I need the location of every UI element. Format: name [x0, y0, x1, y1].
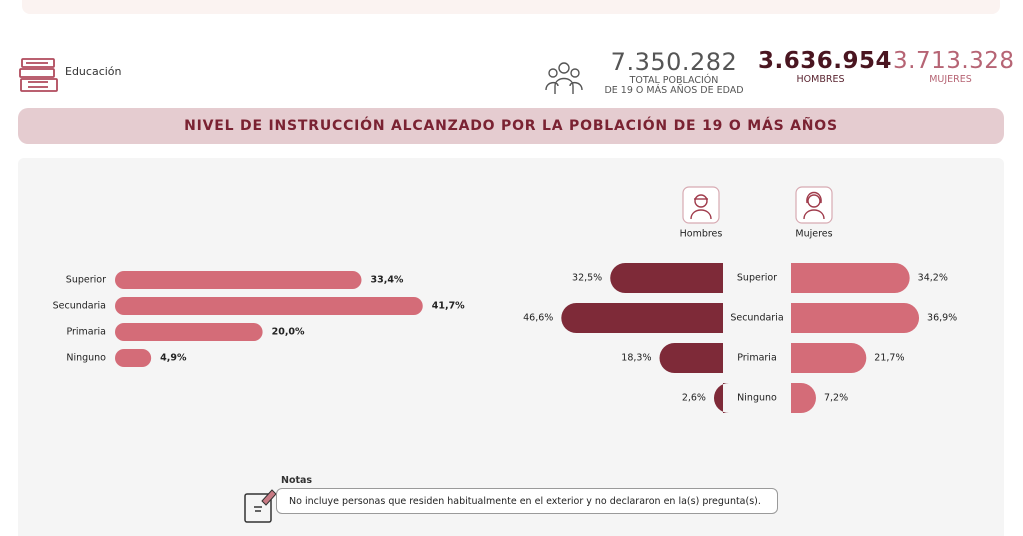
data-label-total-primaria: 20,0%	[271, 326, 305, 338]
bar-mujeres-ninguno	[791, 383, 816, 413]
bar-total-superior	[115, 271, 361, 289]
stat-total-label-2: DE 19 O MÁS AÑOS DE EDAD	[604, 84, 744, 96]
bar-mujeres-superior	[791, 263, 910, 293]
data-label-mujeres-primaria: 21,7%	[874, 352, 905, 364]
notes-box	[276, 488, 778, 514]
category-label-butterfly-ninguno: Ninguno	[737, 392, 777, 404]
bar-total-primaria	[115, 323, 263, 341]
notes-text: No incluye personas que residen habitualmente en el exterior y no declararon en la(s) pregunta(s).	[289, 495, 761, 507]
stat-total-value: 7.350.282	[610, 48, 738, 76]
stat-hombres-value: 3.636.954	[758, 48, 892, 74]
legend-hombres: Hombres	[679, 228, 723, 240]
legend-mujeres: Mujeres	[795, 228, 833, 240]
man-icon-frame	[683, 187, 719, 223]
bar-mujeres-secundaria	[791, 303, 919, 333]
chart-banner-title: NIVEL DE INSTRUCCIÓN ALCANZADO POR LA POBLACIÓN DE 19 O MÁS AÑOS	[184, 118, 838, 134]
stat-total-label-1: TOTAL POBLACIÓN	[629, 75, 719, 86]
bar-hombres-primaria	[659, 343, 723, 373]
category-label-primaria: Primaria	[66, 326, 106, 338]
data-label-mujeres-superior: 34,2%	[917, 272, 948, 284]
stat-mujeres-value: 3.713.328	[893, 48, 1015, 74]
bar-hombres-ninguno	[714, 383, 729, 413]
data-label-total-secundaria: 41,7%	[431, 300, 465, 312]
bar-hombres-secundaria	[561, 303, 723, 333]
category-label-superior: Superior	[65, 274, 106, 286]
category-label-butterfly-secundaria: Secundaria	[730, 312, 784, 324]
category-label-secundaria: Secundaria	[52, 300, 106, 312]
data-label-hombres-primaria: 18,3%	[621, 352, 652, 364]
data-label-mujeres-secundaria: 36,9%	[927, 312, 958, 324]
category-label-ninguno: Ninguno	[66, 352, 106, 364]
category-label-butterfly-superior: Superior	[736, 272, 778, 284]
data-label-hombres-secundaria: 46,6%	[523, 312, 554, 324]
section-label: Educación	[65, 65, 122, 78]
stat-hombres-label: HOMBRES	[796, 74, 845, 85]
data-label-total-superior: 33,4%	[370, 274, 404, 286]
data-label-mujeres-ninguno: 7,2%	[823, 392, 849, 404]
bar-mujeres-primaria	[791, 343, 866, 373]
data-label-hombres-superior: 32,5%	[572, 272, 603, 284]
category-label-butterfly-primaria: Primaria	[737, 352, 777, 364]
notepad-pencil-icon	[242, 487, 278, 525]
data-label-total-ninguno: 4,9%	[160, 352, 187, 364]
data-label-hombres-ninguno: 2,6%	[681, 392, 706, 404]
stat-mujeres-label: MUJERES	[929, 74, 972, 85]
bar-total-secundaria	[115, 297, 423, 315]
bar-total-ninguno	[115, 349, 151, 367]
bar-hombres-superior	[610, 263, 723, 293]
notes-label: Notas	[281, 475, 313, 486]
